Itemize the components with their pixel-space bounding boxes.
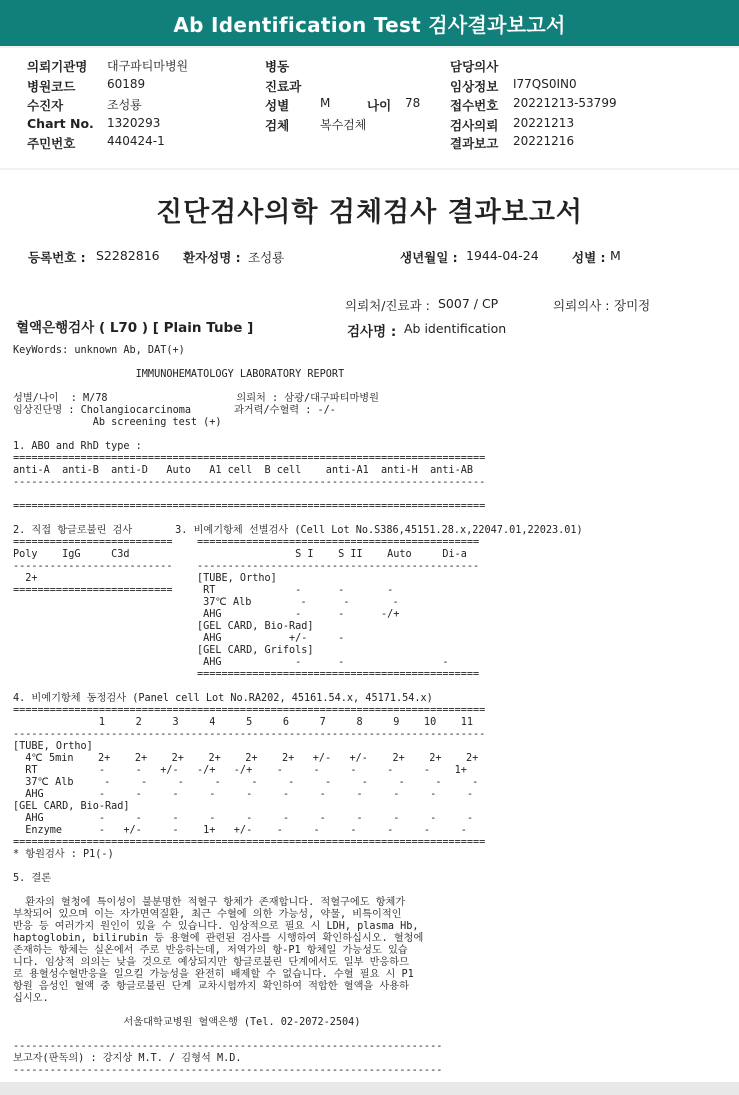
report-text-line: [GEL CARD, Bio-Rad]: [13, 801, 130, 812]
report-text-line: [TUBE, Ortho]: [13, 741, 93, 752]
ward-label: 병동: [265, 59, 290, 74]
request-doctor-label: 의뢰의사 :: [553, 298, 610, 313]
report-text-line: 니다. 임상적 의의는 낮을 것으로 예상되지만 항글로불린 단계에서도 일부 반응하므: [13, 957, 409, 968]
report-text-line: ========================== RT - - -: [13, 585, 394, 596]
report-text-line: AHG - - -: [13, 657, 449, 668]
report-text-line: ========================== ==============================================: [13, 537, 480, 548]
report-text-line: -----------------------------------------------------------------------------: [13, 729, 486, 740]
report-text-line: haptoglobin, bilirubin 등 용혈에 관련된 검사를 시행하여 확인하십시오. 혈청에: [13, 933, 424, 944]
report-text-line: 항원 음성인 혈액 중 항글로불린 단계 교차시험까지 확인하여 적합한 혈액을 사용하: [13, 981, 409, 992]
report-text-line: 4℃ 5min 2+ 2+ 2+ 2+ 2+ 2+ +/- +/- 2+ 2+ 2+: [13, 753, 479, 764]
report-text-line: 2+ [TUBE, Ortho]: [13, 573, 277, 584]
patient-name-value: 조성룡: [248, 250, 285, 265]
report-text-line: 성별/나이 : M/78 의뢰처 : 삼광/대구파티마병원: [13, 393, 379, 404]
age-value: 78: [405, 96, 421, 110]
institution-label: 의뢰기관명: [27, 59, 88, 74]
report-text-line: 부착되어 있으며 이는 자가면역질환, 최근 수혈에 의한 가능성, 약물, 비특이적인: [13, 909, 402, 920]
resident-no-label: 주민번호: [27, 136, 76, 151]
report-text-line: 로 용혈성수혈반응을 일으킬 가능성을 완전히 배제할 수 없습니다. 수혈 필요 시 P1: [13, 969, 414, 980]
report-text-line: AHG - - -/+: [13, 609, 400, 620]
registration-label: 등록번호 :: [28, 250, 86, 265]
report-text-line: 서울대학교병원 혈액은행 (Tel. 02-2072-2504): [13, 1017, 361, 1028]
sex-value: M: [320, 96, 331, 110]
report-text-line: AHG - - - - - - - - - - -: [13, 813, 474, 824]
report-text-line: ----------------------------------------------------------------------: [13, 1065, 443, 1076]
report-text-line: 반응 등 여러가지 원인이 있을 수 있습니다. 임상적으로 필요 시 LDH, plasma Hb,: [13, 921, 419, 932]
resident-no-value: 440424-1: [107, 134, 165, 148]
test-name-value: Ab identification: [404, 321, 507, 336]
clinical-info-value: I77QS0IN0: [513, 77, 577, 91]
chart-no-label: Chart No.: [27, 116, 94, 131]
lab-report-page: [0, 170, 739, 1082]
report-text-line: Ab screening test (+): [13, 417, 222, 428]
report-text-line: [GEL CARD, Grifols]: [13, 645, 314, 656]
hospital-code-value: 60189: [107, 77, 146, 91]
report-date-value: 20221216: [513, 134, 575, 148]
attending-label: 담당의사: [450, 59, 499, 74]
hospital-code-label: 병원코드: [27, 79, 76, 94]
accession-value: 20221213-53799: [513, 96, 617, 110]
banner-title: Ab Identification Test 검사결과보고서: [173, 12, 566, 37]
test-group: 혈액은행검사 ( L70 ) [ Plain Tube ]: [16, 320, 254, 336]
report-date-label: 결과보고: [450, 136, 499, 151]
chart-no-value: 1320293: [107, 116, 161, 130]
request-doctor-value: 장미정: [614, 298, 651, 313]
report-text-line: 1. ABO and RhD type :: [13, 441, 142, 452]
report-title: 진단검사의학 검체검사 결과보고서: [155, 197, 584, 228]
report-text-line: [GEL CARD, Bio-Rad]: [13, 621, 314, 632]
test-name-label: 검사명 :: [347, 324, 397, 340]
report-text-line: =============================================================================: [13, 501, 486, 512]
patient-name-label: 환자성명 :: [183, 250, 241, 265]
report-text-line: 5. 결론: [13, 873, 52, 884]
page-footer-strip: [0, 1082, 739, 1095]
report-text-line: IMMUNOHEMATOLOGY LABORATORY REPORT: [13, 369, 345, 380]
age-label: 나이: [367, 98, 392, 113]
institution-value: 대구파티마병원: [107, 59, 189, 73]
report-text-line: 존재하는 항체는 실온에서 주로 반응하는데, 저역가의 항-P1 항체일 가능성도 있습: [13, 945, 408, 956]
request-date-label: 검사의뢰: [450, 118, 499, 133]
patient-value: 조성룡: [107, 98, 142, 112]
report-sex-value: M: [610, 248, 621, 263]
report-text-line: -------------------------- ----------------------------------------------: [13, 561, 480, 572]
sex-label: 성별: [265, 98, 290, 113]
report-text-line: 37℃ Alb - - -: [13, 597, 399, 608]
report-text-line: 보고자(판독의) : 강지상 M.T. / 김형석 M.D.: [13, 1053, 242, 1064]
report-text-line: anti-A anti-B anti-D Auto A1 cell B cell anti-A1 anti-H anti-AB: [13, 465, 474, 476]
report-banner: [0, 0, 739, 46]
dob-value: 1944-04-24: [466, 248, 539, 263]
report-text-line: 1 2 3 4 5 6 7 8 9 10 11: [13, 717, 474, 728]
report-text-line: 임상진단명 : Cholangiocarcinoma 과거력/수혈력 : -/-: [13, 405, 336, 416]
report-text-line: Enzyme - +/- - 1+ +/- - - - - - -: [13, 825, 467, 836]
report-text-line: =============================================================================: [13, 453, 486, 464]
report-text-line: ----------------------------------------------------------------------: [13, 1041, 443, 1052]
clinical-info-label: 임상정보: [450, 79, 499, 94]
report-text-line: 십시오.: [13, 993, 49, 1004]
report-text-line: ==============================================: [13, 669, 480, 680]
report-text-line: =============================================================================: [13, 705, 486, 716]
report-sex-label: 성별 :: [572, 250, 606, 265]
dob-label: 생년월일 :: [400, 250, 458, 265]
request-dept-label: 의뢰처/진료과 :: [345, 298, 430, 313]
report-text-line: 4. 비예기항체 동정검사 (Panel cell Lot No.RA202, 45161.54.x, 45171.54.x): [13, 693, 433, 704]
report-text-line: =============================================================================: [13, 837, 486, 848]
registration-value: S2282816: [96, 248, 160, 263]
specimen-label: 검체: [265, 118, 290, 133]
report-text-line: RT - - +/- -/+ -/+ - - - - - 1+: [13, 765, 467, 776]
report-text-line: KeyWords: unknown Ab, DAT(+): [13, 345, 185, 356]
report-text-line: * 항원검사 : P1(-): [13, 849, 114, 860]
report-text-line: Poly IgG C3d S I S II Auto Di-a: [13, 549, 467, 560]
report-text-line: AHG - - - - - - - - - - -: [13, 789, 474, 800]
request-date-value: 20221213: [513, 116, 575, 130]
report-text-line: 37℃ Alb - - - - - - - - - - -: [13, 777, 479, 788]
accession-label: 접수번호: [450, 98, 499, 113]
patient-label: 수진자: [27, 98, 64, 113]
request-dept-value: S007 / CP: [438, 296, 499, 311]
report-text-line: 환자의 혈청에 특이성이 불분명한 적혈구 항체가 존재합니다. 적혈구에도 항체가: [13, 897, 406, 908]
report-text-line: 2. 직접 항글로불린 검사 3. 비예기항체 선별검사 (Cell Lot No.S386,45151.28.x,22047.01,22023.01): [13, 525, 583, 536]
specimen-value: 복수검체: [320, 118, 367, 132]
report-text-line: -----------------------------------------------------------------------------: [13, 477, 486, 488]
patient-header: [0, 48, 739, 168]
department-label: 진료과: [265, 79, 302, 94]
report-text-line: AHG +/- -: [13, 633, 345, 644]
